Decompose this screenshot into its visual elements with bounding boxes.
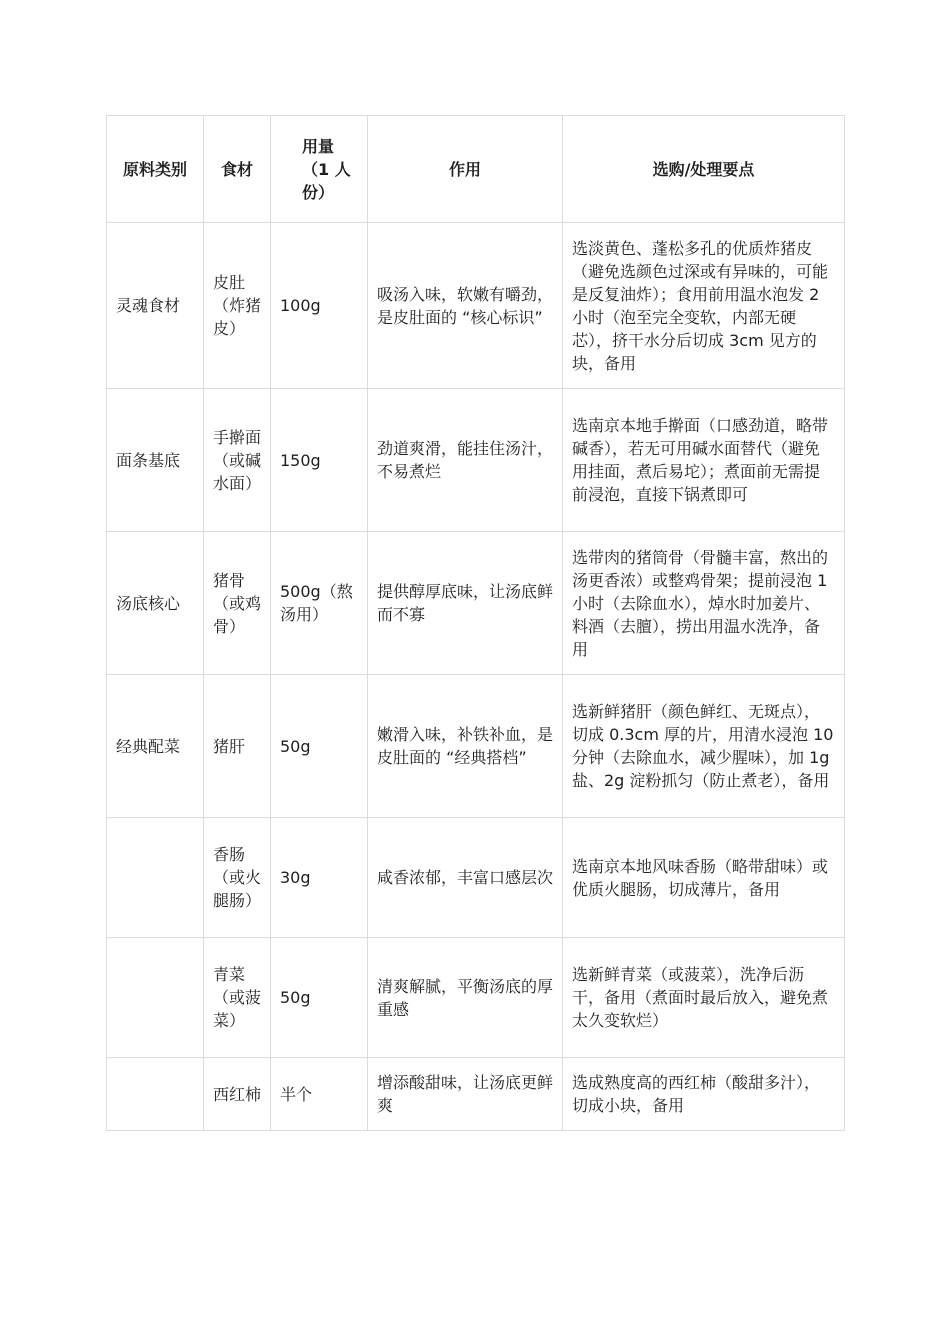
header-tips: 选购/处理要点 xyxy=(563,116,845,223)
cell-category: 汤底核心 xyxy=(107,532,204,675)
cell-category xyxy=(107,1058,204,1131)
cell-food: 猪骨（或鸡骨） xyxy=(204,532,271,675)
cell-tips: 选南京本地手擀面（口感劲道，略带碱香），若无可用碱水面替代（避免用挂面，煮后易坨）；煮面前无需提前浸泡，直接下锅煮即可 xyxy=(563,389,845,532)
cell-effect: 咸香浓郁，丰富口感层次 xyxy=(368,818,563,938)
table-row xyxy=(107,389,845,532)
table-row xyxy=(107,1058,845,1131)
cell-food: 西红柿 xyxy=(204,1058,271,1131)
cell-effect: 嫩滑入味，补铁补血，是皮肚面的 “经典搭档” xyxy=(368,675,563,818)
cell-usage: 半个 xyxy=(271,1058,368,1131)
header-food: 食材 xyxy=(204,116,271,223)
cell-tips: 选新鲜猪肝（颜色鲜红、无斑点），切成 0.3cm 厚的片，用清水浸泡 10 分钟（去除血水，减少腥味），加 1g 盐、2g 淀粉抓匀（防止煮老），备用 xyxy=(563,675,845,818)
cell-category xyxy=(107,818,204,938)
cell-tips: 选带肉的猪筒骨（骨髓丰富，熬出的汤更香浓）或整鸡骨架；提前浸泡 1 小时（去除血水），焯水时加姜片、料酒（去膻），捞出用温水洗净，备用 xyxy=(563,532,845,675)
table-row xyxy=(107,675,845,818)
header-category: 原料类别 xyxy=(107,116,204,223)
cell-effect: 清爽解腻，平衡汤底的厚重感 xyxy=(368,938,563,1058)
table-row xyxy=(107,818,845,938)
cell-category: 面条基底 xyxy=(107,389,204,532)
cell-food: 皮肚（炸猪皮） xyxy=(204,223,271,389)
cell-tips: 选淡黄色、蓬松多孔的优质炸猪皮（避免选颜色过深或有异味的，可能是反复油炸）；食用前用温水泡发 2 小时（泡至完全变软，内部无硬芯），挤干水分后切成 3cm 见方的块，备用 xyxy=(563,223,845,389)
cell-category: 经典配菜 xyxy=(107,675,204,818)
header-effect: 作用 xyxy=(368,116,563,223)
cell-food: 手擀面（或碱水面） xyxy=(204,389,271,532)
cell-food: 猪肝 xyxy=(204,675,271,818)
cell-usage: 50g xyxy=(271,938,368,1058)
cell-usage: 30g xyxy=(271,818,368,938)
cell-effect: 吸汤入味，软嫩有嚼劲，是皮肚面的 “核心标识” xyxy=(368,223,563,389)
cell-food: 青菜（或菠菜） xyxy=(204,938,271,1058)
ingredient-table xyxy=(106,115,845,1131)
cell-tips: 选南京本地风味香肠（略带甜味）或优质火腿肠，切成薄片，备用 xyxy=(563,818,845,938)
table-row xyxy=(107,223,845,389)
cell-usage: 50g xyxy=(271,675,368,818)
cell-usage: 100g xyxy=(271,223,368,389)
header-usage: 用量 （1 人份） xyxy=(271,116,368,223)
cell-usage: 150g xyxy=(271,389,368,532)
cell-tips: 选成熟度高的西红柿（酸甜多汁），切成小块，备用 xyxy=(563,1058,845,1131)
table-header-row xyxy=(107,116,845,223)
cell-category: 灵魂食材 xyxy=(107,223,204,389)
cell-effect: 劲道爽滑，能挂住汤汁，不易煮烂 xyxy=(368,389,563,532)
table-row xyxy=(107,938,845,1058)
cell-effect: 提供醇厚底味，让汤底鲜而不寡 xyxy=(368,532,563,675)
table-row xyxy=(107,532,845,675)
cell-usage: 500g（熬汤用） xyxy=(271,532,368,675)
cell-effect: 增添酸甜味，让汤底更鲜爽 xyxy=(368,1058,563,1131)
cell-category xyxy=(107,938,204,1058)
cell-tips: 选新鲜青菜（或菠菜），洗净后沥干，备用（煮面时最后放入，避免煮太久变软烂） xyxy=(563,938,845,1058)
cell-food: 香肠（或火腿肠） xyxy=(204,818,271,938)
